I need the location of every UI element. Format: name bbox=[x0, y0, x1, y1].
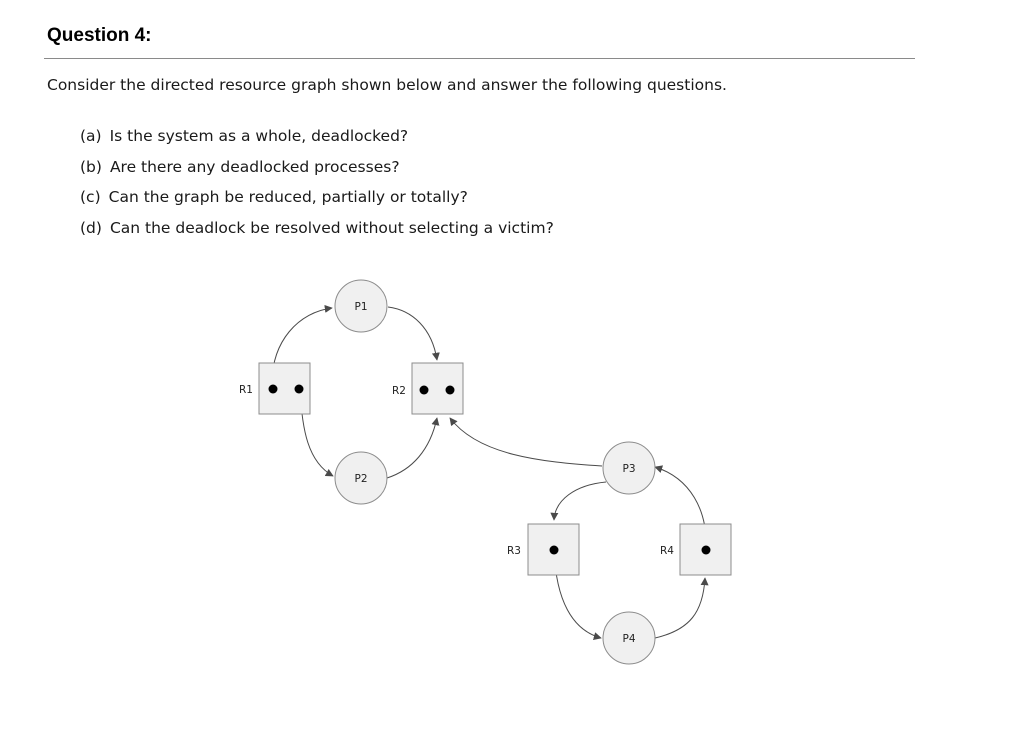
process-p2 bbox=[335, 452, 387, 504]
resource-unit-dot bbox=[420, 386, 429, 395]
resource-label-r4: R4 bbox=[660, 545, 674, 557]
question-text: Is the system as a whole, deadlocked? bbox=[109, 127, 409, 145]
resource-unit-dot bbox=[295, 385, 304, 394]
edge-p2-r2 bbox=[387, 418, 437, 478]
question-title: Question 4: bbox=[47, 25, 152, 46]
question-label: (b) bbox=[80, 157, 102, 176]
edge-p4-r4 bbox=[655, 578, 705, 638]
resource-unit-dot bbox=[269, 385, 278, 394]
process-p3 bbox=[603, 442, 655, 494]
resource-unit-dot bbox=[550, 546, 559, 555]
resource-label-r2: R2 bbox=[392, 385, 406, 397]
intro-text: Consider the directed resource graph shown below and answer the following questions. bbox=[47, 76, 727, 94]
resource-label-r3: R3 bbox=[507, 545, 521, 557]
resource-unit-dot bbox=[446, 386, 455, 395]
question-text: Are there any deadlocked processes? bbox=[109, 157, 400, 176]
process-label-p3: P3 bbox=[622, 463, 636, 475]
edge-p1-r2 bbox=[388, 307, 437, 360]
resource-unit-dot bbox=[702, 546, 711, 555]
resource-r3 bbox=[507, 524, 579, 575]
resource-r1 bbox=[239, 363, 310, 414]
process-label-p4: P4 bbox=[622, 633, 636, 645]
process-p4 bbox=[603, 612, 655, 664]
question-text: Can the deadlock be resolved without selecting a victim? bbox=[109, 218, 554, 237]
edge-p3-r2 bbox=[450, 418, 602, 466]
resource-label-r1: R1 bbox=[239, 384, 253, 396]
question-text: Can the graph be reduced, partially or totally? bbox=[108, 188, 468, 206]
question-label: (a) bbox=[80, 127, 102, 145]
process-label-p1: P1 bbox=[354, 301, 368, 313]
resource-r2 bbox=[392, 363, 463, 414]
process-label-p2: P2 bbox=[354, 473, 368, 485]
question-label: (d) bbox=[80, 218, 102, 237]
edge-p3-r3 bbox=[554, 482, 606, 520]
question-label: (c) bbox=[80, 188, 101, 206]
process-p1 bbox=[335, 280, 387, 332]
resource-r4 bbox=[660, 524, 731, 575]
